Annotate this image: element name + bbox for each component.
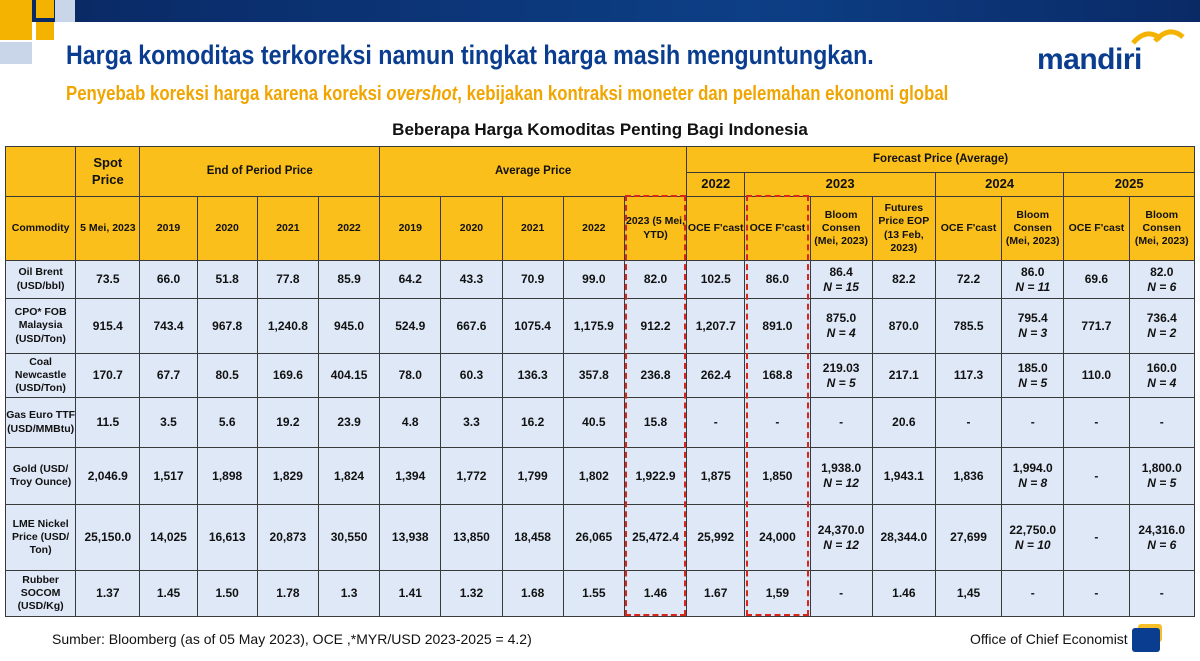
consensus-count: N = 10 <box>1014 537 1051 552</box>
price-cell: 16.2 <box>502 398 563 448</box>
column-header: Bloom Consen (Mei, 2023) <box>1002 197 1064 261</box>
consensus-value: 219.03 <box>822 360 860 375</box>
price-cell: 1,943.1 <box>872 448 935 505</box>
price-cell: 5.6 <box>197 398 257 448</box>
price-cell: 1,922.9 <box>624 448 686 505</box>
price-cell: 1.32 <box>441 571 502 617</box>
header-row-1 <box>6 147 1195 173</box>
column-header: 2020 <box>441 197 502 261</box>
header-blank <box>6 147 76 197</box>
price-cell: 1,799 <box>502 448 563 505</box>
commodity-name: Oil Brent (USD/bbl) <box>6 261 76 299</box>
consensus-value: 24,316.0 <box>1138 522 1186 537</box>
header-end-of-period: End of Period Price <box>140 147 380 197</box>
office-logo-icon <box>1132 628 1160 652</box>
header-average-price: Average Price <box>380 147 687 197</box>
consensus-count: N = 5 <box>1018 375 1048 390</box>
price-cell: 1.37 <box>76 571 140 617</box>
column-header: 2019 <box>140 197 197 261</box>
price-cell: 4.8 <box>380 398 441 448</box>
price-cell: 77.8 <box>257 261 318 299</box>
price-cell: 1,175.9 <box>563 299 624 354</box>
consensus-value: 875.0 <box>826 311 857 325</box>
column-header: 2021 <box>502 197 563 261</box>
price-cell: - <box>1064 505 1129 571</box>
price-cell: 1.46 <box>624 571 686 617</box>
price-cell: 1075.4 <box>502 299 563 354</box>
decor-square <box>0 42 32 64</box>
header-year: 2022 <box>687 173 745 197</box>
column-header: OCE F'cast <box>745 197 810 261</box>
decor-square <box>36 0 54 18</box>
header-year: 2023 <box>745 173 936 197</box>
consensus-count: N = 6 <box>1147 279 1177 294</box>
price-cell: 1,45 <box>935 571 1001 617</box>
price-cell: - <box>1064 398 1129 448</box>
column-header: 2022 <box>563 197 624 261</box>
price-cell: 743.4 <box>140 299 197 354</box>
column-header: 2021 <box>257 197 318 261</box>
price-cell: 1,836 <box>935 448 1001 505</box>
price-cell: 78.0 <box>380 354 441 398</box>
price-cell: 25,992 <box>687 505 745 571</box>
consensus-count: N = 2 <box>1147 326 1177 340</box>
price-cell: 72.2 <box>935 261 1001 299</box>
table-row <box>6 398 1195 448</box>
decor-square <box>36 22 54 40</box>
price-cell: - <box>810 398 872 448</box>
price-cell: 30,550 <box>318 505 379 571</box>
consensus-count: N = 8 <box>1018 476 1048 490</box>
price-cell: 1.78 <box>257 571 318 617</box>
price-cell: - <box>1129 398 1194 448</box>
price-cell: 11.5 <box>76 398 140 448</box>
price-cell: 1,517 <box>140 448 197 505</box>
consensus-count: N = 3 <box>1018 326 1048 340</box>
subtitle-italic: overshot <box>386 83 458 105</box>
consensus-count: N = 12 <box>823 476 859 490</box>
price-cell <box>1002 261 1064 299</box>
price-cell: 870.0 <box>872 299 935 354</box>
price-cell: 80.5 <box>197 354 257 398</box>
header-forecast: Forecast Price (Average) <box>687 147 1195 173</box>
price-cell: 1,898 <box>197 448 257 505</box>
price-cell: 43.3 <box>441 261 502 299</box>
price-cell: 13,938 <box>380 505 441 571</box>
commodity-name: CPO* FOB Malaysia (USD/Ton) <box>6 299 76 354</box>
commodity-name: Gold (USD/ Troy Ounce) <box>6 448 76 505</box>
price-cell: 85.9 <box>318 261 379 299</box>
consensus-value: 185.0 <box>1017 360 1048 375</box>
price-cell: 1,850 <box>745 448 810 505</box>
logo-text: mandiri <box>1037 43 1142 76</box>
header-year: 2024 <box>935 173 1063 197</box>
price-cell: 1.50 <box>197 571 257 617</box>
price-cell: 73.5 <box>76 261 140 299</box>
price-cell: 1,240.8 <box>257 299 318 354</box>
price-cell: 967.8 <box>197 299 257 354</box>
price-cell: 3.3 <box>441 398 502 448</box>
subtitle-post: , kebijakan kontraksi moneter dan pelemahan ekonomi global <box>457 83 949 105</box>
header-spot-price: Spot Price <box>76 147 140 197</box>
column-header: 2022 <box>318 197 379 261</box>
price-cell: 912.2 <box>624 299 686 354</box>
price-cell: 18,458 <box>502 505 563 571</box>
consensus-value: 160.0 <box>1146 360 1177 375</box>
price-cell: 1,875 <box>687 448 745 505</box>
consensus-value: 86.4 <box>829 264 853 279</box>
price-cell: 66.0 <box>140 261 197 299</box>
column-header: 2023 (5 Mei, YTD) <box>624 197 686 261</box>
column-header: Bloom Consen (Mei, 2023) <box>810 197 872 261</box>
consensus-value: 1,938.0 <box>821 461 862 475</box>
price-cell <box>1129 261 1194 299</box>
subtitle-pre: Penyebab koreksi harga karena koreksi <box>66 83 387 105</box>
price-cell: 1,207.7 <box>687 299 745 354</box>
commodity-name: Coal Newcastle (USD/Ton) <box>6 354 76 398</box>
column-header: Bloom Consen (Mei, 2023) <box>1129 197 1194 261</box>
column-header: OCE F'cast <box>1064 197 1129 261</box>
price-cell: 771.7 <box>1064 299 1129 354</box>
price-cell: 170.7 <box>76 354 140 398</box>
price-cell: 20.6 <box>872 398 935 448</box>
consensus-value: 795.4 <box>1017 311 1048 325</box>
consensus-count: N = 6 <box>1147 537 1177 552</box>
price-cell: 60.3 <box>441 354 502 398</box>
price-cell <box>810 354 872 398</box>
price-cell: 99.0 <box>563 261 624 299</box>
consensus-count: N = 4 <box>826 326 856 340</box>
price-cell: - <box>1129 571 1194 617</box>
table-title: Beberapa Harga Komoditas Penting Bagi Indonesia <box>392 120 808 139</box>
table-row <box>6 299 1195 354</box>
price-cell: 357.8 <box>563 354 624 398</box>
column-header: 2019 <box>380 197 441 261</box>
price-cell: 117.3 <box>935 354 1001 398</box>
price-cell: 524.9 <box>380 299 441 354</box>
price-cell: - <box>810 571 872 617</box>
price-cell: 1.3 <box>318 571 379 617</box>
price-cell: 262.4 <box>687 354 745 398</box>
price-cell <box>810 448 872 505</box>
price-cell: 1,772 <box>441 448 502 505</box>
column-header: 5 Mei, 2023 <box>76 197 140 261</box>
price-cell: - <box>1064 571 1129 617</box>
price-cell: 19.2 <box>257 398 318 448</box>
price-cell: 14,025 <box>140 505 197 571</box>
consensus-count: N = 4 <box>1147 375 1177 390</box>
table-row <box>6 505 1195 571</box>
price-cell: 2,046.9 <box>76 448 140 505</box>
price-cell: 26,065 <box>563 505 624 571</box>
price-cell: 1,802 <box>563 448 624 505</box>
price-cell: 64.2 <box>380 261 441 299</box>
column-header: Futures Price EOP (13 Feb, 2023) <box>872 197 935 261</box>
price-cell: 110.0 <box>1064 354 1129 398</box>
price-cell: 82.2 <box>872 261 935 299</box>
price-cell: 70.9 <box>502 261 563 299</box>
table-row <box>6 448 1195 505</box>
slide-subtitle <box>66 83 948 106</box>
price-cell: 168.8 <box>745 354 810 398</box>
price-cell: 82.0 <box>624 261 686 299</box>
header-row-3 <box>6 197 1195 261</box>
slide-title: Harga komoditas terkoreksi namun tingkat harga masih menguntungkan. <box>66 40 874 70</box>
price-cell: 16,613 <box>197 505 257 571</box>
consensus-value: 1,800.0 <box>1141 461 1182 475</box>
price-cell: 40.5 <box>563 398 624 448</box>
consensus-value: 82.0 <box>1150 264 1174 279</box>
price-cell: 169.6 <box>257 354 318 398</box>
price-cell: 945.0 <box>318 299 379 354</box>
table-row <box>6 354 1195 398</box>
price-cell: - <box>745 398 810 448</box>
price-cell <box>1129 299 1194 354</box>
price-cell <box>1002 299 1064 354</box>
commodity-name: LME Nickel Price (USD/ Ton) <box>6 505 76 571</box>
price-cell <box>1002 448 1064 505</box>
price-cell: 1.41 <box>380 571 441 617</box>
price-cell: 13,850 <box>441 505 502 571</box>
price-cell: 217.1 <box>872 354 935 398</box>
price-cell: 25,150.0 <box>76 505 140 571</box>
price-cell <box>1129 448 1194 505</box>
price-cell: - <box>687 398 745 448</box>
consensus-value: 24,370.0 <box>817 522 865 537</box>
price-cell: 1.68 <box>502 571 563 617</box>
column-header: 2020 <box>197 197 257 261</box>
column-header: OCE F'cast <box>935 197 1001 261</box>
price-cell <box>810 261 872 299</box>
price-cell: 236.8 <box>624 354 686 398</box>
price-cell: 67.7 <box>140 354 197 398</box>
price-cell: 667.6 <box>441 299 502 354</box>
price-cell: 915.4 <box>76 299 140 354</box>
table-body <box>6 261 1195 617</box>
price-cell: 136.3 <box>502 354 563 398</box>
commodity-name: Gas Euro TTF (USD/MMBtu) <box>6 398 76 448</box>
source-note: Sumber: Bloomberg (as of 05 May 2023), OCE ,*MYR/USD 2023-2025 = 4.2) <box>52 631 532 647</box>
price-cell: 25,472.4 <box>624 505 686 571</box>
column-header: OCE F'cast <box>687 197 745 261</box>
top-banner-gradient <box>75 0 1200 22</box>
price-cell: 24,000 <box>745 505 810 571</box>
price-cell <box>1002 354 1064 398</box>
consensus-value: 86.0 <box>1021 264 1045 279</box>
price-cell: 15.8 <box>624 398 686 448</box>
price-cell: 891.0 <box>745 299 810 354</box>
consensus-count: N = 5 <box>826 375 856 390</box>
column-header: Commodity <box>6 197 76 261</box>
price-cell: - <box>1002 398 1064 448</box>
commodity-price-table <box>5 146 1195 617</box>
price-cell: - <box>935 398 1001 448</box>
price-cell: 3.5 <box>140 398 197 448</box>
price-cell: 1,59 <box>745 571 810 617</box>
price-cell <box>810 299 872 354</box>
price-cell: 1.45 <box>140 571 197 617</box>
price-cell <box>1129 505 1194 571</box>
consensus-count: N = 11 <box>1015 279 1051 294</box>
price-cell: 1.67 <box>687 571 745 617</box>
mandiri-logo <box>1037 25 1187 75</box>
price-cell: 1.46 <box>872 571 935 617</box>
price-cell <box>810 505 872 571</box>
table-row <box>6 571 1195 617</box>
consensus-value: 1,994.0 <box>1012 461 1053 475</box>
price-cell: - <box>1064 448 1129 505</box>
price-cell: 69.6 <box>1064 261 1129 299</box>
price-cell: 20,873 <box>257 505 318 571</box>
price-cell: 785.5 <box>935 299 1001 354</box>
consensus-value: 22,750.0 <box>1009 522 1057 537</box>
price-cell: 1,829 <box>257 448 318 505</box>
price-cell <box>1002 505 1064 571</box>
price-cell: 51.8 <box>197 261 257 299</box>
price-cell: 102.5 <box>687 261 745 299</box>
price-cell: 1,394 <box>380 448 441 505</box>
price-cell: 27,699 <box>935 505 1001 571</box>
header-year: 2025 <box>1064 173 1195 197</box>
price-cell: 1.55 <box>563 571 624 617</box>
consensus-count: N = 12 <box>823 537 859 552</box>
price-cell: 1,824 <box>318 448 379 505</box>
price-cell: 404.15 <box>318 354 379 398</box>
price-cell: 28,344.0 <box>872 505 935 571</box>
consensus-count: N = 15 <box>823 279 859 294</box>
consensus-value: 736.4 <box>1146 311 1177 325</box>
office-label: Office of Chief Economist <box>970 631 1128 647</box>
price-cell: - <box>1002 571 1064 617</box>
decor-square <box>0 0 32 40</box>
decor-square <box>55 0 75 22</box>
price-cell <box>1129 354 1194 398</box>
commodity-name: Rubber SOCOM (USD/Kg) <box>6 571 76 617</box>
table-row <box>6 261 1195 299</box>
price-cell: 86.0 <box>745 261 810 299</box>
price-cell: 23.9 <box>318 398 379 448</box>
consensus-count: N = 5 <box>1147 476 1177 490</box>
